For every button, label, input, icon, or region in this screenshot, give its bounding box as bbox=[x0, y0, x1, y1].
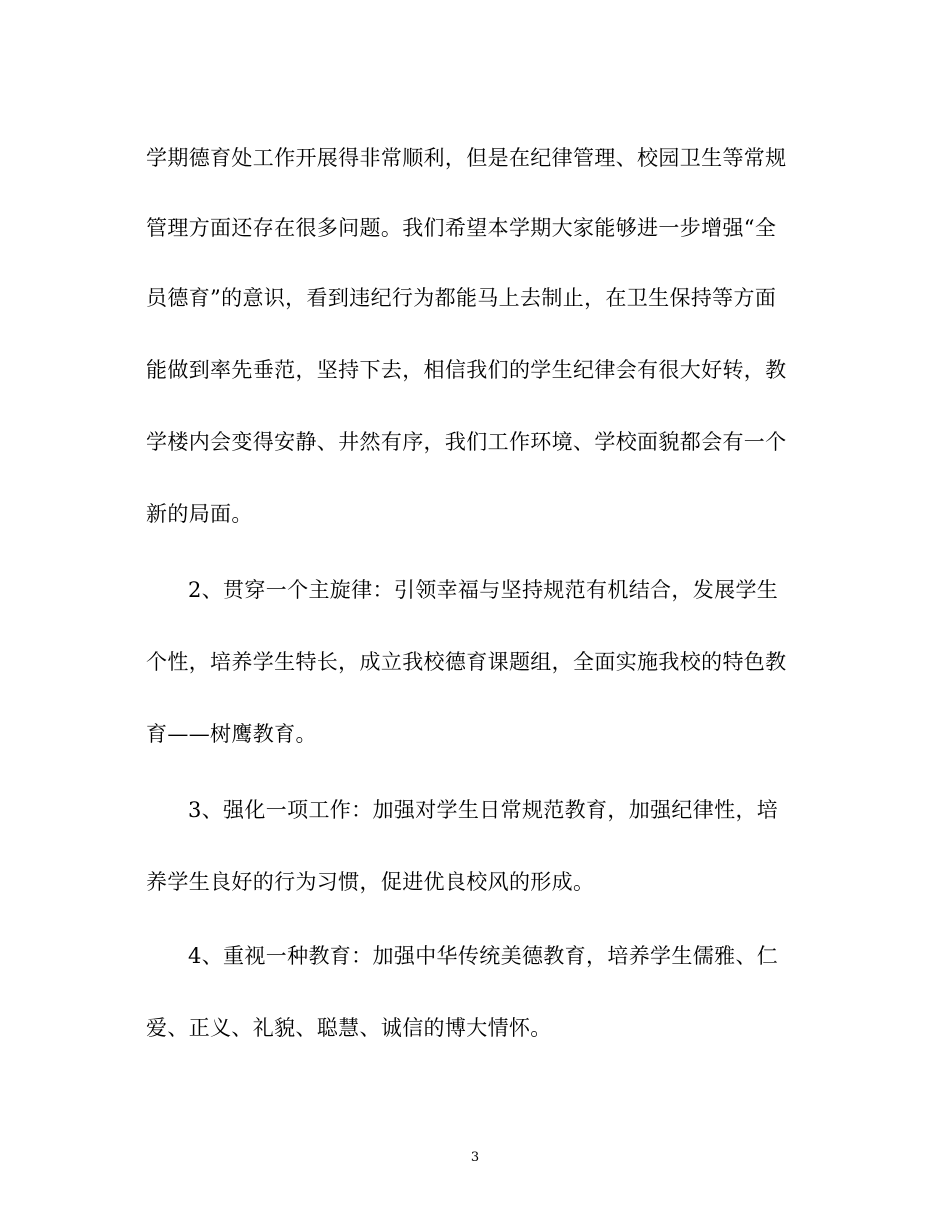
text-line: 学楼内会变得安静、井然有序，我们工作环境、学校面貌都会有一个 bbox=[146, 430, 787, 454]
text-line: 员德育”的意识，看到违纪行为都能马上去制止，在卫生保持等方面 bbox=[146, 286, 777, 310]
text-line: 个性，培养学生特长，成立我校德育课题组，全面实施我校的特色教 bbox=[146, 650, 787, 674]
text-line: 4、重视一种教育：加强中华传统美德教育，培养学生儒雅、仁 bbox=[188, 944, 779, 968]
text-line: 管理方面还存在很多问题。我们希望本学期大家能够进一步增强“全 bbox=[146, 216, 777, 240]
text-line: 学期德育处工作开展得非常顺利，但是在纪律管理、校园卫生等常规 bbox=[146, 146, 787, 170]
text-line: 养学生良好的行为习惯，促进优良校风的形成。 bbox=[146, 870, 595, 894]
page-number: 3 bbox=[470, 1150, 480, 1165]
text-line: 爱、正义、礼貌、聪慧、诚信的博大情怀。 bbox=[146, 1016, 552, 1040]
text-line: 新的局面。 bbox=[146, 502, 253, 526]
text-line: 3、强化一项工作：加强对学生日常规范教育，加强纪律性，培 bbox=[188, 798, 779, 822]
text-line: 能做到率先垂范，坚持下去，相信我们的学生纪律会有很大好转，教 bbox=[146, 358, 787, 382]
text-line: 2、贯穿一个主旋律：引领幸福与坚持规范有机结合，发展学生 bbox=[188, 578, 779, 602]
text-line: 育——树鹰教育。 bbox=[146, 722, 317, 746]
